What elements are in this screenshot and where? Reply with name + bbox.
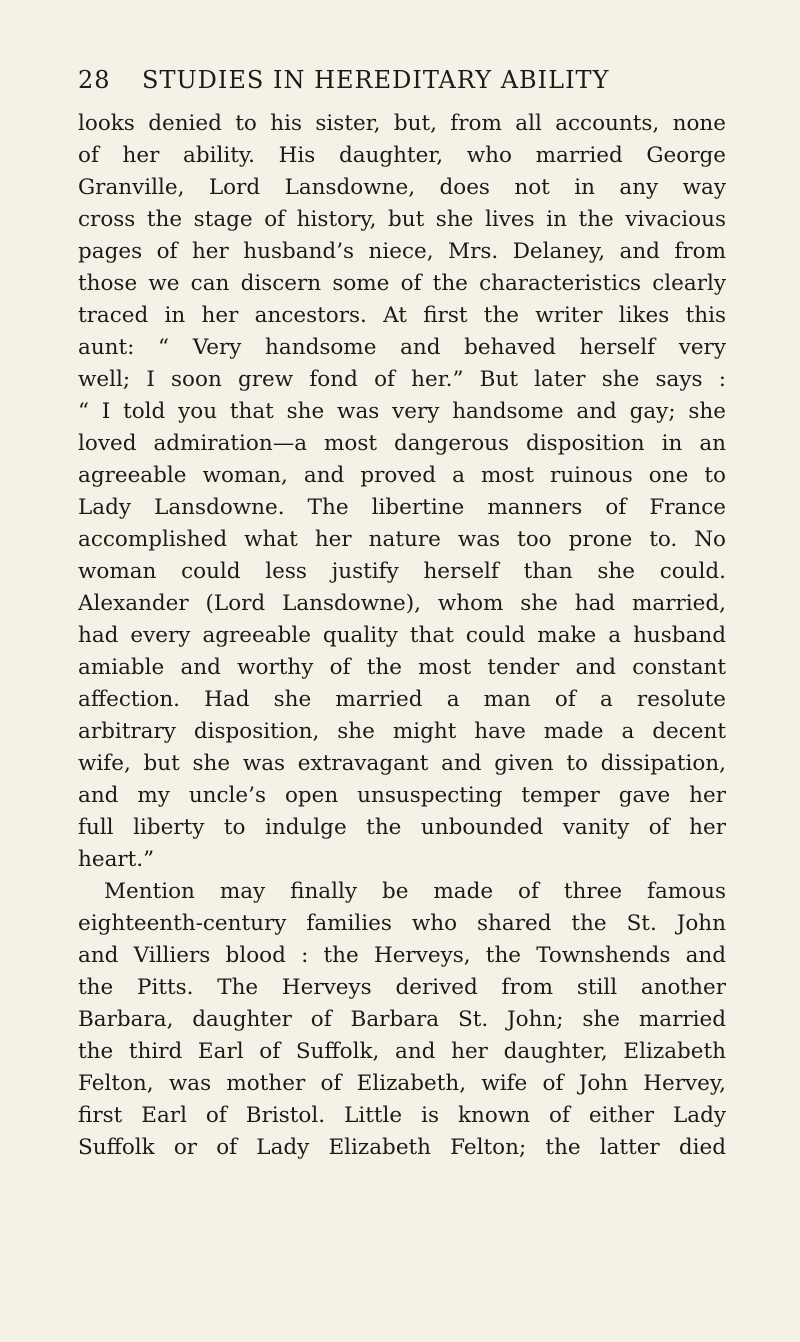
text-line: looks denied to his sister, but, from all accounts, none bbox=[78, 111, 726, 136]
text-line: Granville, Lord Lansdowne, does not in any way bbox=[78, 175, 726, 200]
text-line: affection. Had she married a man of a resolute bbox=[78, 687, 726, 712]
text-line: Suffolk or of Lady Elizabeth Felton; the latter died bbox=[78, 1135, 726, 1160]
text-line: accomplished what her nature was too prone to. No bbox=[78, 527, 726, 552]
text-line: woman could less justify herself than she could. bbox=[78, 559, 726, 584]
text-line: “ I told you that she was very handsome and gay; she bbox=[78, 399, 726, 424]
text-line: well; I soon grew fond of her.” But later she says : bbox=[78, 367, 726, 392]
text-line: agreeable woman, and proved a most ruinous one to bbox=[78, 463, 726, 488]
text-line: the Pitts. The Herveys derived from still another bbox=[78, 975, 726, 1000]
text-line: Mention may finally be made of three famous bbox=[104, 879, 726, 904]
text-line: loved admiration—a most dangerous disposition in an bbox=[78, 431, 726, 456]
text-line: cross the stage of history, but she lives in the vivacious bbox=[78, 207, 726, 232]
text-line: heart.” bbox=[78, 847, 155, 872]
paragraph bbox=[78, 876, 726, 1164]
text-line: first Earl of Bristol. Little is known of either Lady bbox=[78, 1103, 726, 1128]
text-line: Lady Lansdowne. The libertine manners of France bbox=[78, 495, 726, 520]
book-title: STUDIES IN HEREDITARY ABILITY bbox=[142, 66, 610, 94]
text-line: had every agreeable quality that could make a husband bbox=[78, 623, 726, 648]
text-line: those we can discern some of the characteristics clearly bbox=[78, 271, 726, 296]
text-line: Barbara, daughter of Barbara St. John; she married bbox=[78, 1007, 726, 1032]
text-line: of her ability. His daughter, who married George bbox=[78, 143, 726, 168]
text-line: amiable and worthy of the most tender and constant bbox=[78, 655, 726, 680]
text-line: the third Earl of Suffolk, and her daughter, Elizabeth bbox=[78, 1039, 726, 1064]
text-line: arbitrary disposition, she might have made a decent bbox=[78, 719, 726, 744]
text-line: full liberty to indulge the unbounded vanity of her bbox=[78, 815, 726, 840]
text-line: traced in her ancestors. At first the writer likes this bbox=[78, 303, 726, 328]
text-line: Alexander (Lord Lansdowne), whom she had married, bbox=[78, 591, 726, 616]
book-page bbox=[78, 58, 726, 1164]
text-line: aunt: “ Very handsome and behaved herself very bbox=[78, 335, 726, 360]
text-line: pages of her husband’s niece, Mrs. Delaney, and from bbox=[78, 239, 726, 264]
text-line: eighteenth-century families who shared the St. John bbox=[78, 911, 726, 936]
text-line: wife, but she was extravagant and given to dissipation, bbox=[78, 751, 726, 776]
text-line: Felton, was mother of Elizabeth, wife of John Hervey, bbox=[78, 1071, 726, 1096]
body-text bbox=[78, 108, 726, 1164]
text-line: and Villiers blood : the Herveys, the Townshends and bbox=[78, 943, 726, 968]
text-line: and my uncle’s open unsuspecting temper gave her bbox=[78, 783, 726, 808]
page-number: 28 bbox=[78, 66, 111, 94]
running-head bbox=[78, 58, 726, 102]
paragraph bbox=[78, 108, 726, 876]
